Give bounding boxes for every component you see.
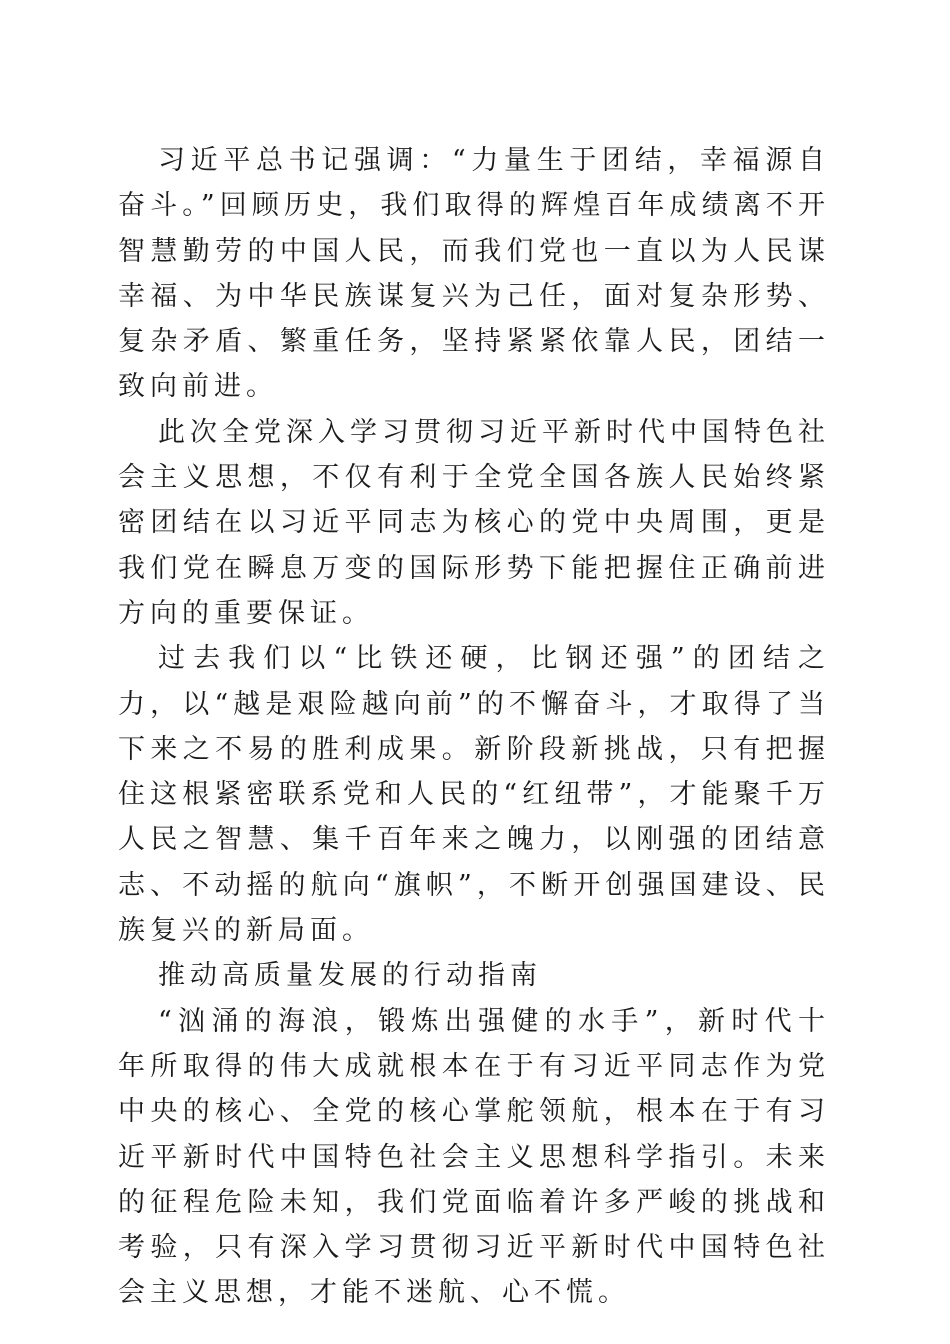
paragraph-unity: 习近平总书记强调：“力量生于团结，幸福源自奋斗。”回顾历史，我们取得的辉煌百年成绩离不开智慧勤劳的中国人民，而我们党也一直以为人民谋幸福、为中华民族谋复兴为己任，面对复杂形势、复杂矛盾、繁重任务，坚持紧紧依靠人民，团结一致向前进。 [118, 145, 830, 403]
section-heading: 推动高质量发展的行动指南 [158, 960, 542, 992]
paragraph-guidance: “汹涌的海浪，锻炼出强健的水手”，新时代十年所取得的伟大成就根本在于有习近平同志作为党中央的核心、全党的核心掌舵领航，根本在于有习近平新时代中国特色社会主义思想科学指引。未来的征程危险未知，我们党面临着许多严峻的挑战和考验，只有深入学习贯彻习近平新时代中国特色社会主义思想，才能不迷航、心不慌。 [118, 1005, 830, 1309]
paragraph-study-thought: 此次全党深入学习贯彻习近平新时代中国特色社会主义思想，不仅有利于全党全国各族人民始终紧密团结在以习近平同志为核心的党中央周围，更是我们党在瞬息万变的国际形势下能把握住正确前进方向的重要保证。 [118, 416, 830, 629]
document-body [118, 138, 830, 1316]
paragraph-struggle: 过去我们以“比铁还硬，比钢还强”的团结之力，以“越是艰险越向前”的不懈奋斗，才取得了当下来之不易的胜利成果。新阶段新挑战，只有把握住这根紧密联系党和人民的“红纽带”，才能聚千万人民之智慧、集千百年来之魄力，以刚强的团结意志、不动摇的航向“旗帜”，不断开创强国建设、民族复兴的新局面。 [118, 643, 830, 947]
